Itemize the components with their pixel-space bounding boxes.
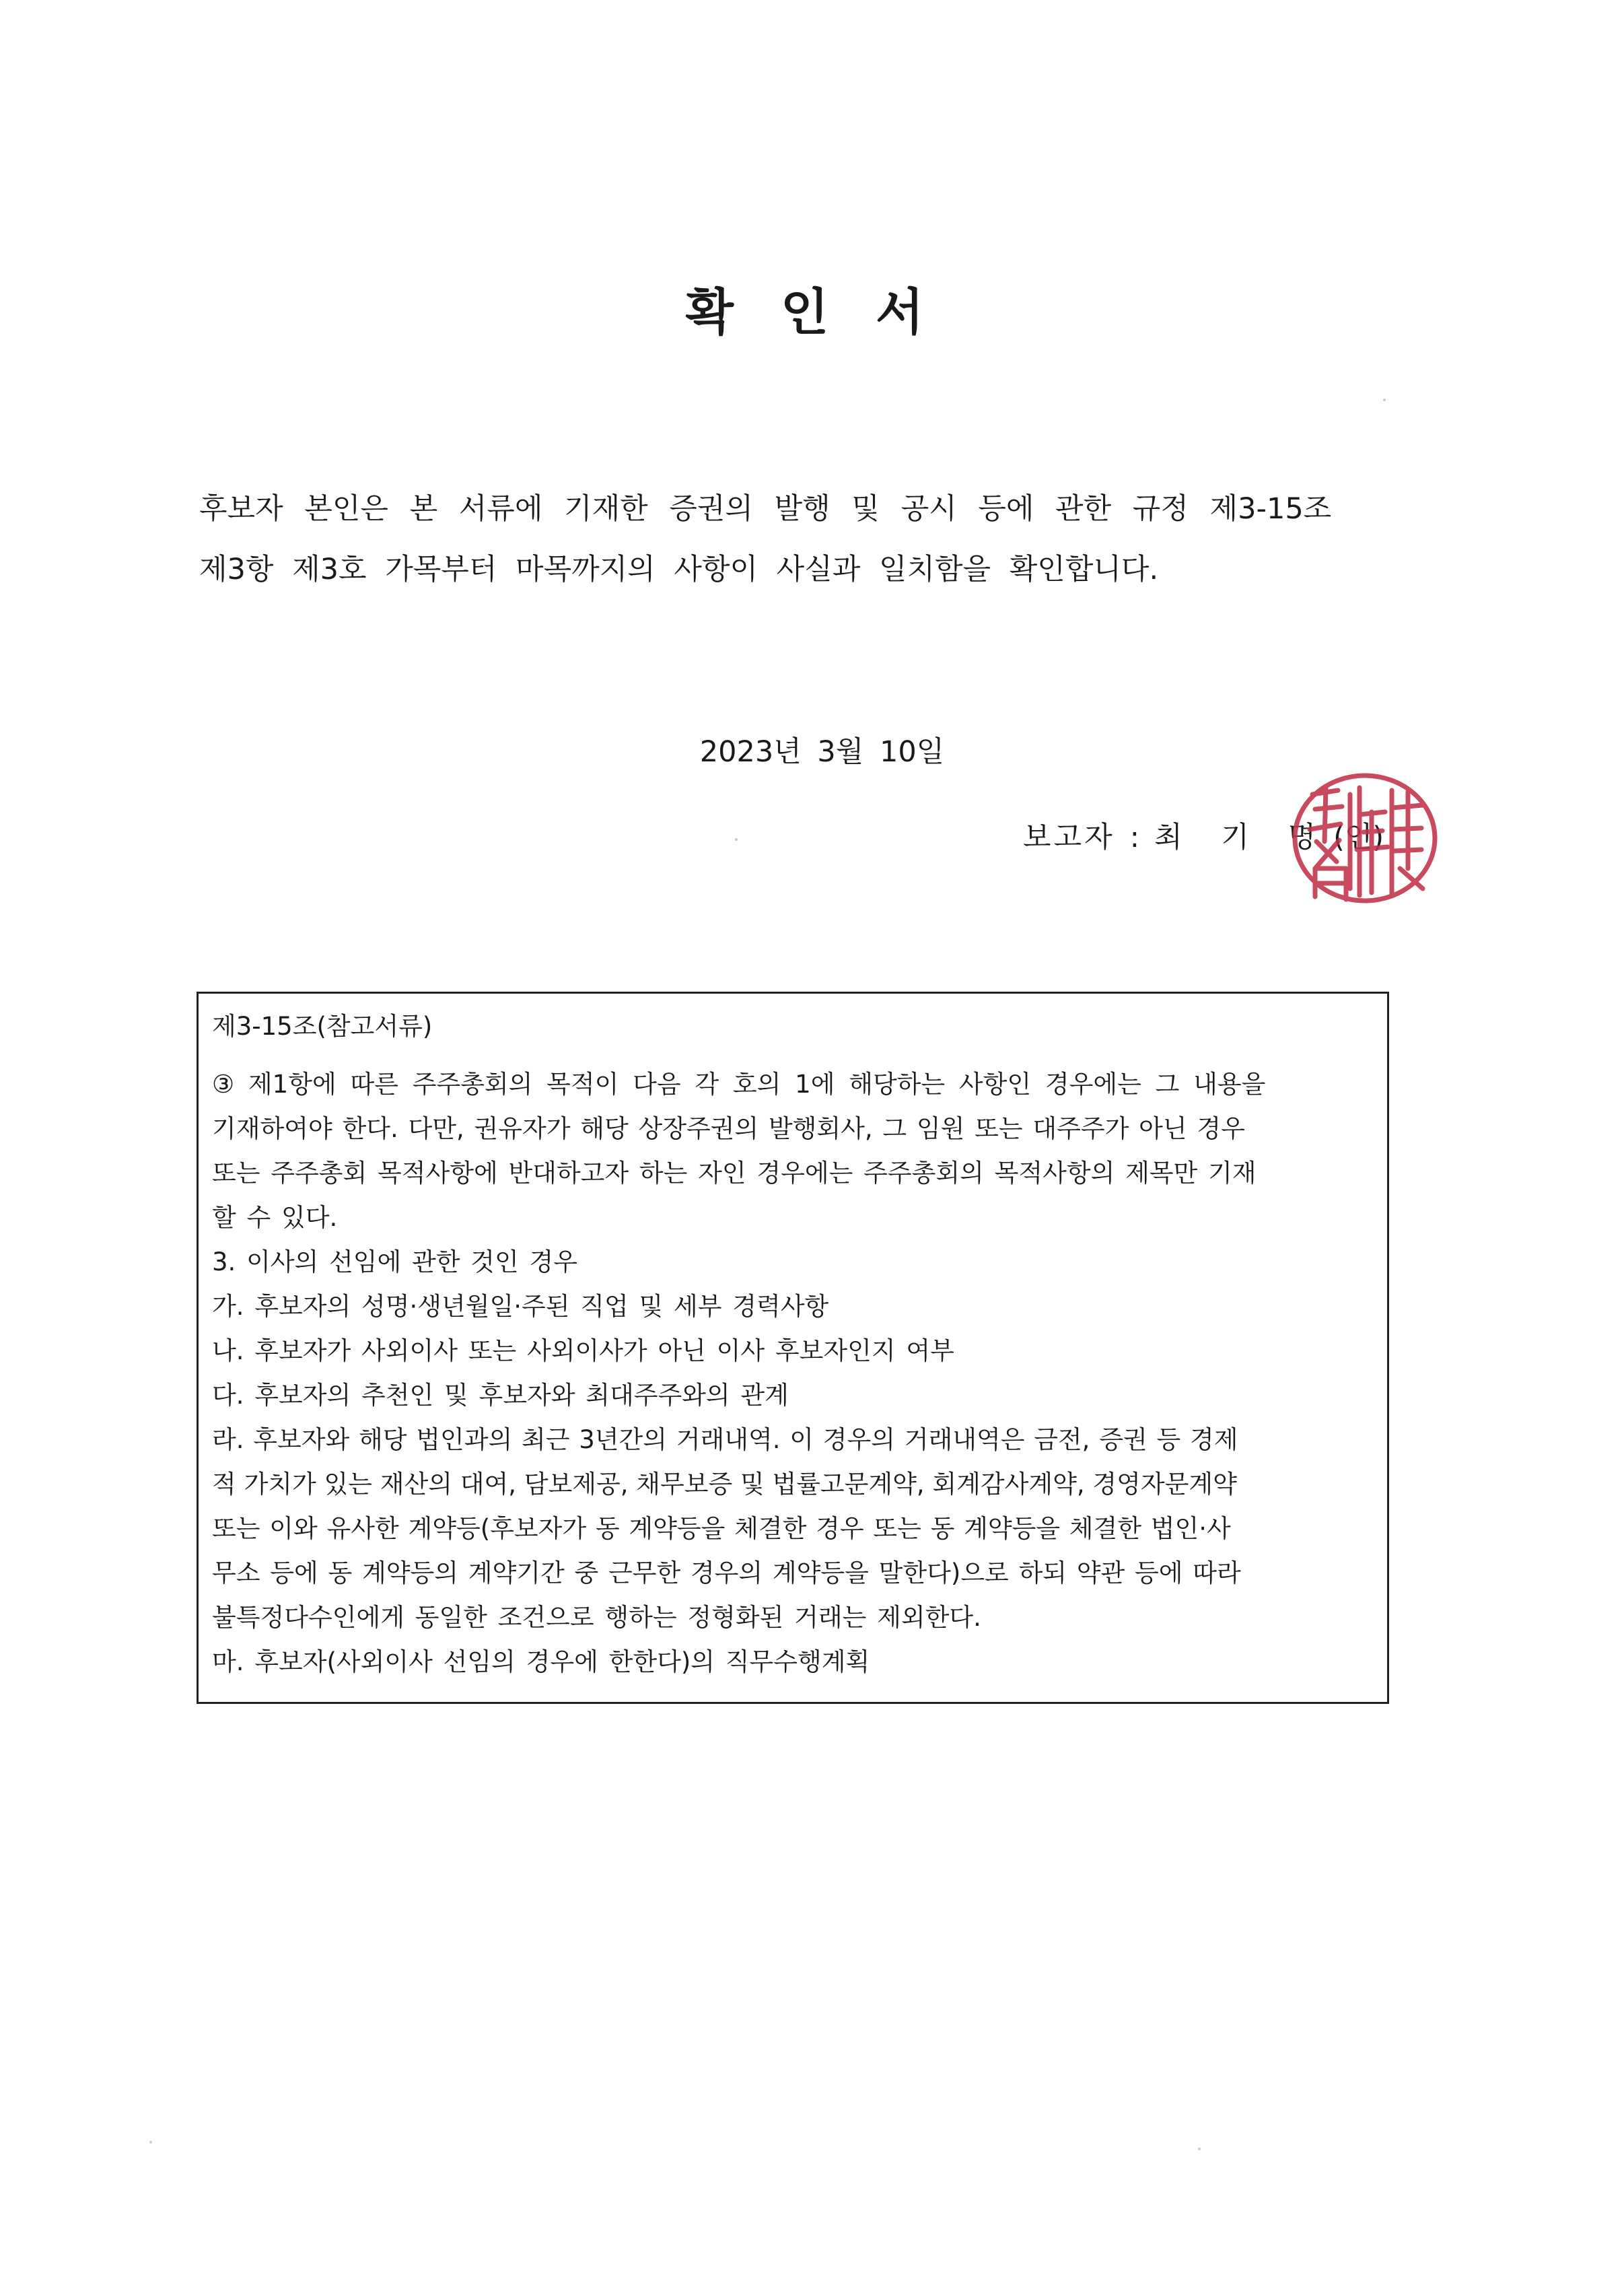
reference-line-8: 다. 후보자의 추천인 및 후보자와 최대주주와의 관계: [212, 1381, 789, 1410]
scan-speck: [149, 2141, 152, 2144]
document-title: 확 인 서: [685, 283, 939, 341]
reporter-colon: :: [1129, 821, 1140, 854]
reference-line-1: ③ 제1항에 따른 주주총회의 목적이 다음 각 호의 1에 해당하는 사항인 경우에는 그 내용을: [212, 1070, 1266, 1099]
reference-line-13: 불특정다수인에게 동일한 조건으로 행하는 정형화된 거래는 제외한다.: [212, 1603, 981, 1632]
reference-line-6: 가. 후보자의 성명·생년월일·주된 직업 및 세부 경력사항: [212, 1292, 829, 1321]
reference-line-4: 할 수 있다.: [212, 1203, 338, 1232]
scan-speck: [1383, 399, 1386, 401]
reporter-label: 보고자: [1023, 821, 1115, 854]
reference-heading: 제3-15조(참고서류): [212, 1012, 433, 1041]
reference-line-11: 또는 이와 유사한 계약등(후보자가 동 계약등을 체결한 경우 또는 동 계약등을 체결한 법인·사: [212, 1514, 1231, 1543]
reference-regulation-box: [197, 992, 1389, 1704]
reference-line-12: 무소 등에 동 계약등의 계약기간 중 근무한 경우의 계약등을 말한다)으로 하되 약관 등에 따라: [212, 1558, 1241, 1587]
reporter-name: 최 기 명: [1154, 821, 1331, 854]
reference-line-2: 기재하여야 한다. 다만, 권유자가 해당 상장주권의 발행회사, 그 임원 또는 대주주가 아닌 경우: [212, 1114, 1245, 1143]
scan-speck: [1198, 2148, 1201, 2150]
reference-line-10: 적 가치가 있는 재산의 대여, 담보제공, 채무보증 및 법률고문계약, 회계감사계약, 경영자문계약: [212, 1470, 1237, 1499]
document-date: 2023년 3월 10일: [699, 735, 945, 769]
statement-line-1: 후보자 본인은 본 서류에 기재한 증권의 발행 및 공시 등에 관한 규정 제3-15조: [199, 492, 1332, 526]
scan-speck: [735, 838, 738, 841]
reference-line-7: 나. 후보자가 사외이사 또는 사외이사가 아닌 이사 후보자인지 여부: [212, 1336, 954, 1365]
statement-line-2: 제3항 제3호 가목부터 마목까지의 사항이 사실과 일치함을 확인합니다.: [199, 553, 1159, 586]
reference-line-9: 라. 후보자와 해당 법인과의 최근 3년간의 거래내역. 이 경우의 거래내역은 금전, 증권 등 경제: [212, 1425, 1238, 1454]
reference-line-5: 3. 이사의 선임에 관한 것인 경우: [212, 1247, 578, 1276]
reference-line-3: 또는 주주총회 목적사항에 반대하고자 하는 자인 경우에는 주주총회의 목적사항의 제목만 기재: [212, 1159, 1257, 1188]
seal-mark: (인): [1333, 821, 1384, 854]
reference-line-14: 마. 후보자(사외이사 선임의 경우에 한한다)의 직무수행계획: [212, 1647, 870, 1676]
red-seal-stamp: [1284, 767, 1446, 909]
